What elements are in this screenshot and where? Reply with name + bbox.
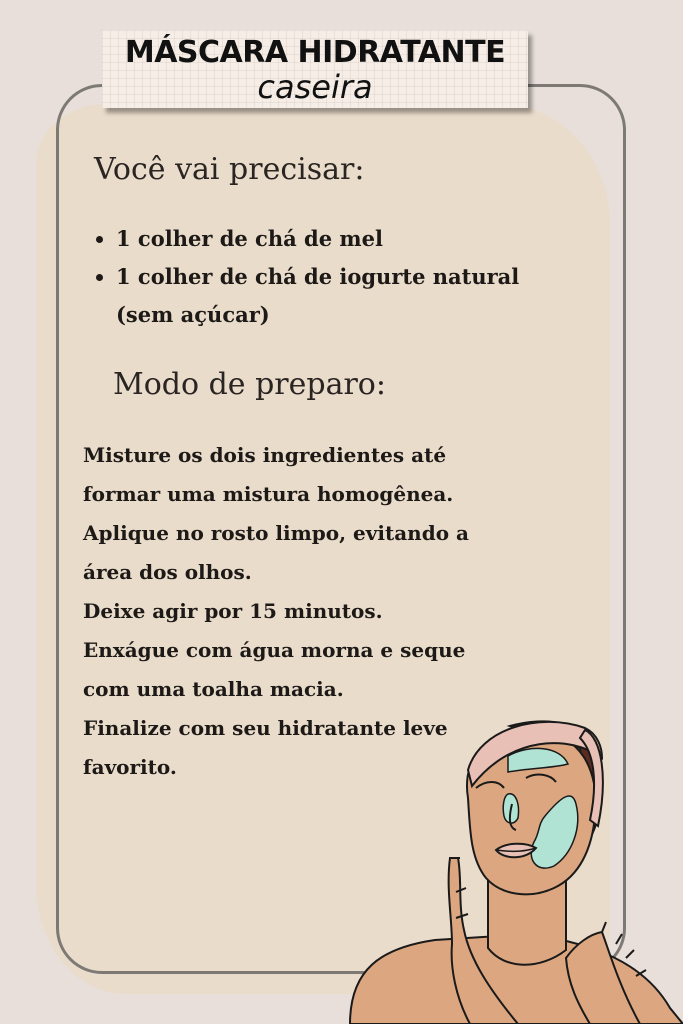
ingredients-list [92, 220, 576, 334]
title-subtitle: caseira [257, 68, 373, 106]
ingredient-item: • 1 colher de chá de iogurte natural (sem açúcar) [116, 258, 576, 334]
title-main: MÁSCARA HIDRATANTE [124, 35, 506, 70]
step-text: Aplique no rosto limpo, evitando a área dos olhos. [83, 521, 469, 584]
ingredients-heading: Você vai precisar: [94, 152, 365, 187]
step-text: Finalize com seu hidratante leve favorito. [83, 716, 448, 779]
preparation-heading: Modo de preparo: [113, 367, 386, 402]
title-card [102, 30, 528, 108]
woman-face-mask-illustration [340, 708, 683, 1024]
ingredient-item: • 1 colher de chá de mel [116, 220, 576, 258]
step-text: Deixe agir por 15 minutos. [83, 599, 383, 623]
step-text: Misture os dois ingredientes até formar uma mistura homogênea. [83, 443, 454, 506]
step-text: Enxágue com água morna e seque com uma toalha macia. [83, 638, 466, 701]
